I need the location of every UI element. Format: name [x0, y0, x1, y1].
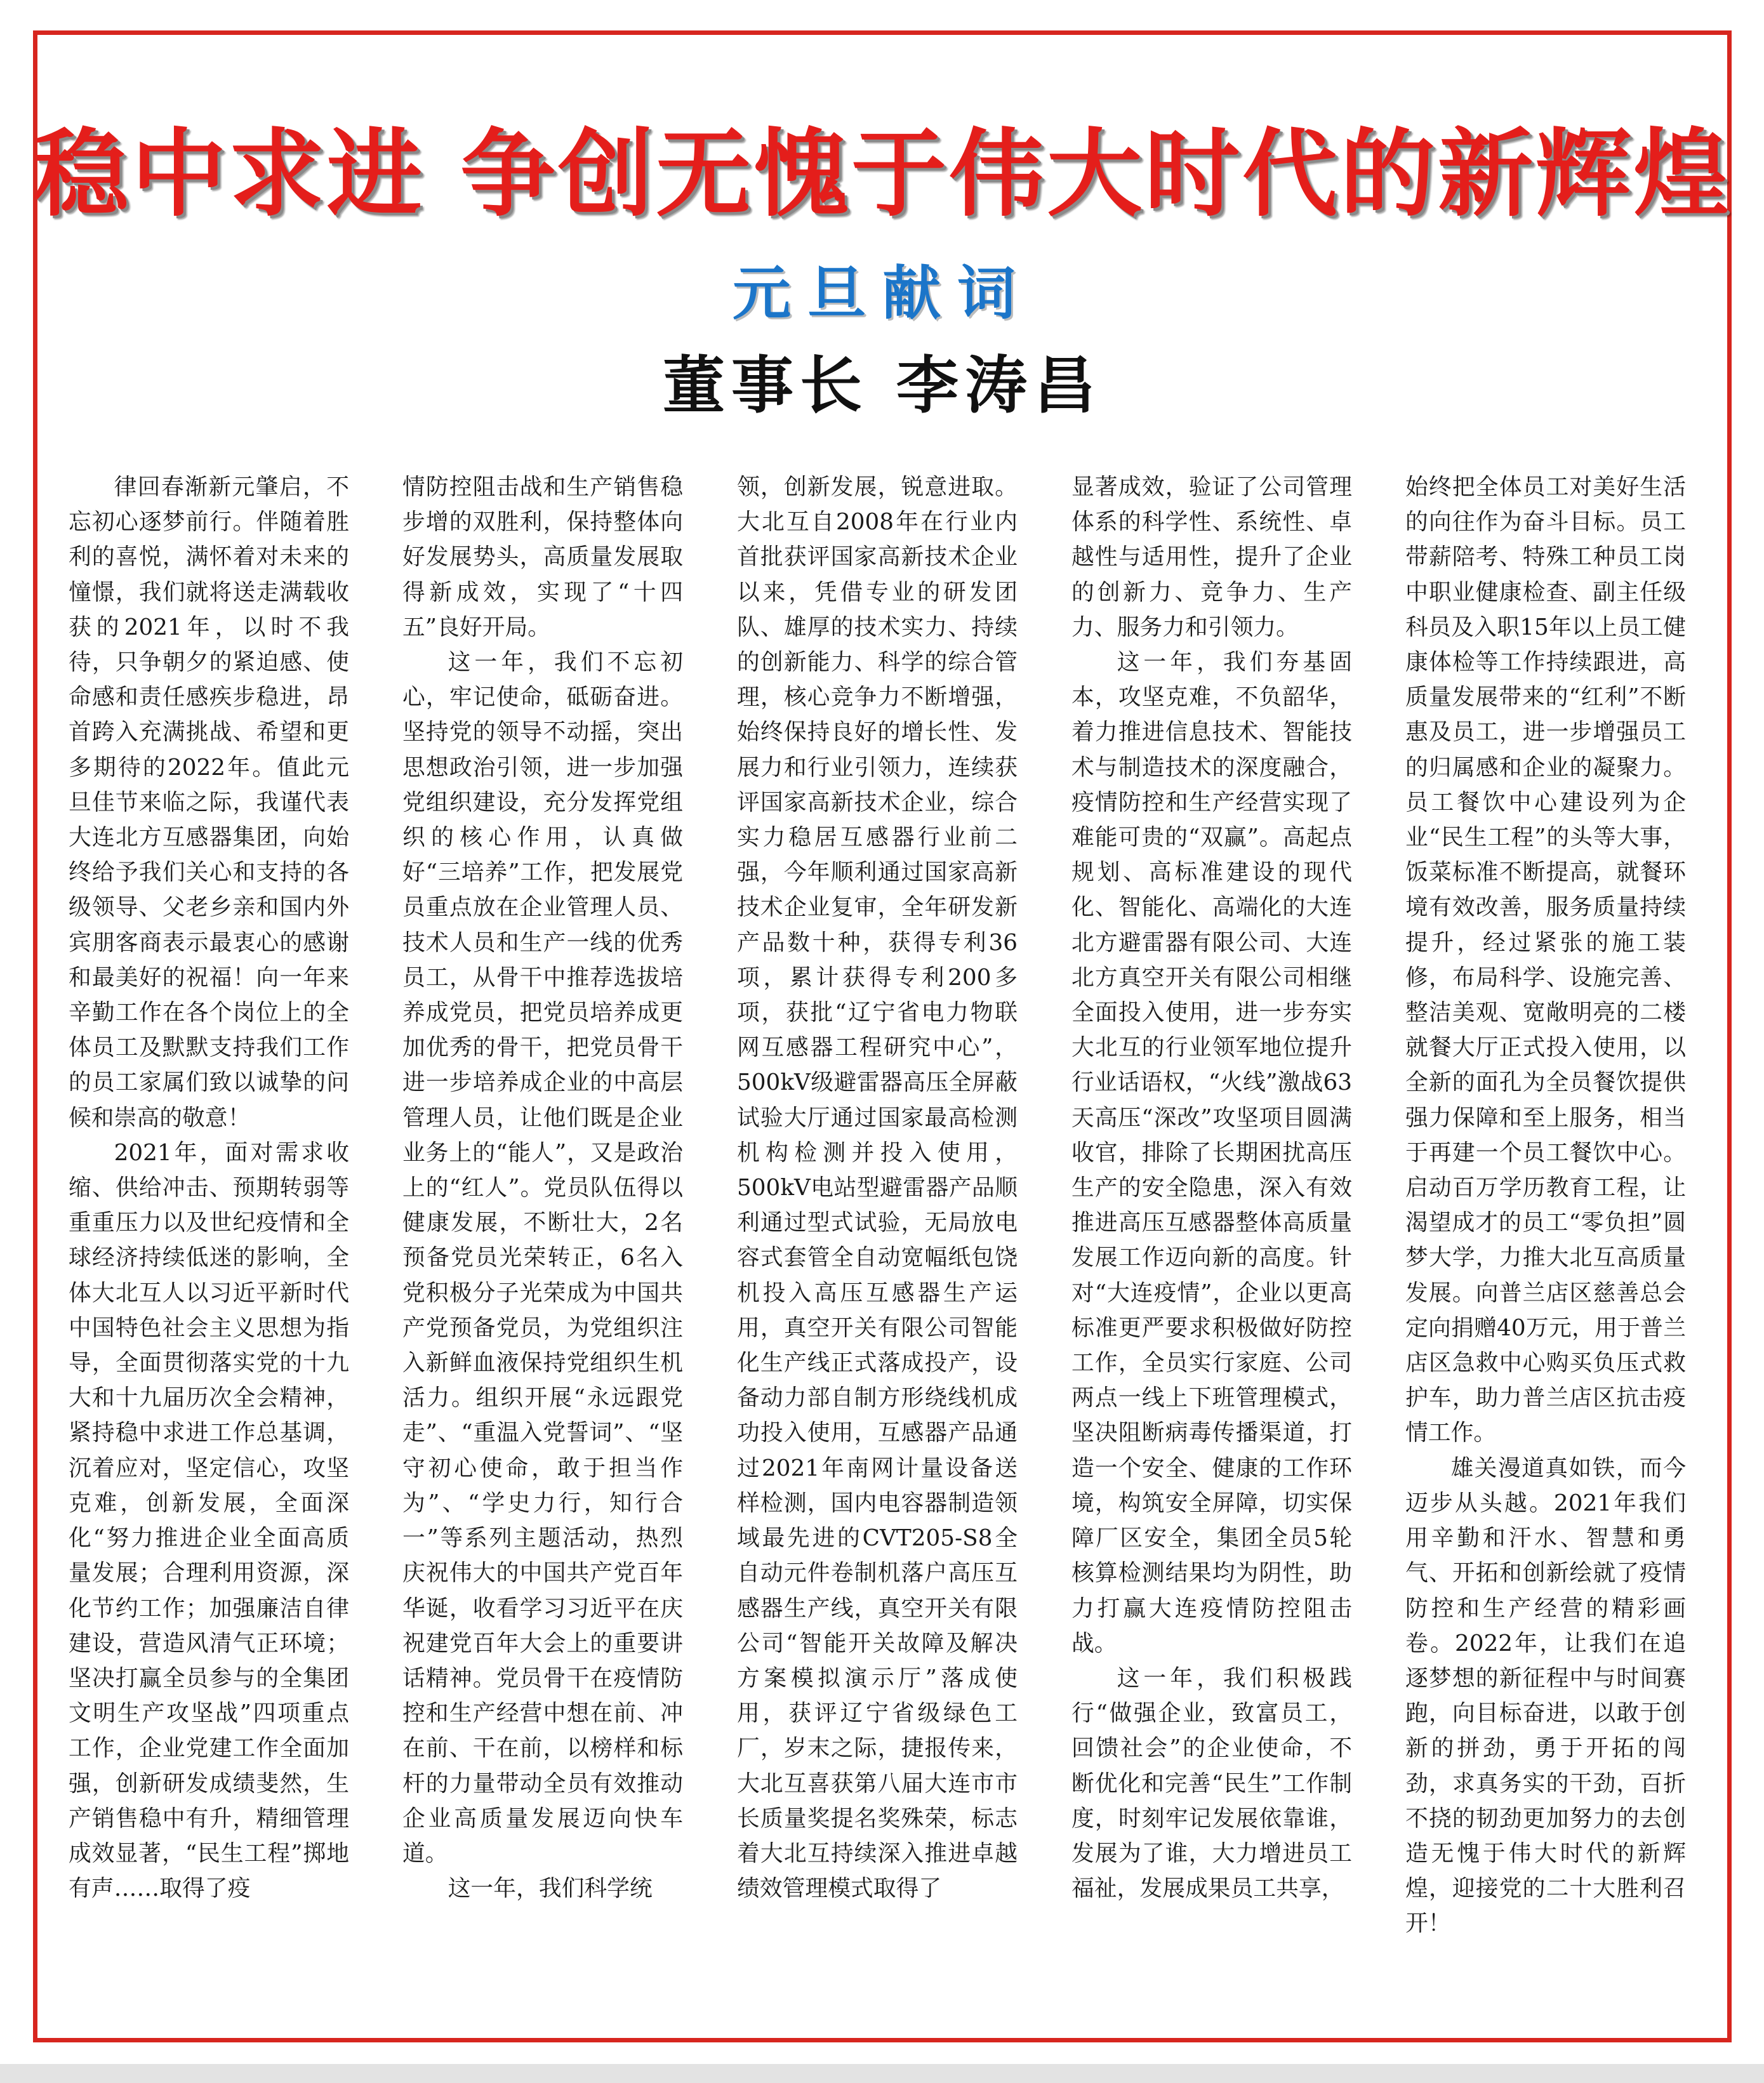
text-column-1	[69, 470, 349, 2018]
article-subtitle: 元旦献词	[732, 260, 1032, 327]
paragraph: 律回春渐新元肇启，不忘初心逐梦前行。伴随着胜利的喜悦，满怀着对未来的憧憬，我们就将送走满载收获的2021年，以时不我待，只争朝夕的紧迫感、使命感和责任感疾步稳进，昂首跨入充满挑战、希望和更多期待的2022年。值此元旦佳节来临之际，我谨代表大连北方互感器集团，向始终给予我们关心和支持的各级领导、父老乡亲和国内外宾朋客商表示最衷心的感谢和最美好的祝福！向一年来辛勤工作在各个岗位上的全体员工及默默支持我们工作的员工家属们致以诚挚的问候和崇高的敬意！	[69, 474, 349, 1131]
paragraph-continued: 显著成效，验证了公司管理体系的科学性、系统性、卓越性与适用性，提升了企业的创新力、竞争力、生产力、服务力和引领力。	[1071, 474, 1352, 640]
text-column-3	[737, 470, 1018, 2018]
text-column-4	[1071, 470, 1352, 2018]
article-headline: 稳中求进 争创无愧于伟大时代的新辉煌	[33, 119, 1732, 230]
paragraph-continued: 始终把全体员工对美好生活的向往作为奋斗目标。员工带薪陪考、特殊工种员工岗中职业健康检查、副主任级科员及入职15年以上员工健康体检等工作持续跟进，高质量发展带来的“红利”不断惠及员工，进一步增强员工的归属感和企业的凝聚力。员工餐饮中心建设列为企业“民生工程”的头等大事，饭菜标准不断提高，就餐环境有效改善，服务质量持续提升，经过紧张的施工装修，布局科学、设施完善、整洁美观、宽敞明亮的二楼就餐大厅正式投入使用，以全新的面孔为全员餐饮提供强力保障和至上服务，相当于再建一个员工餐饮中心。启动百万学历教育工程，让渴望成才的员工“零负担”圆梦大学，力推大北互高质量发展。向普兰店区慈善总会定向捐赠40万元，用于普兰店区急救中心购买负压式救护车，助力普兰店区抗击疫情工作。	[1405, 474, 1686, 1446]
paragraph-continued: 领，创新发展，锐意进取。大北互自2008年在行业内首批获评国家高新技术企业以来，凭借专业的研发团队、雄厚的技术实力、持续的创新能力、科学的综合管理，核心竞争力不断增强，始终保持良好的增长性、发展力和行业引领力，连续获评国家高新技术企业，综合实力稳居互感器行业前二强，今年顺利通过国家高新技术企业复审，全年研发新产品数十种，获得专利36项，累计获得专利200多项，获批“辽宁省电力物联网互感器工程研究中心”，500kV级避雷器高压全屏蔽试验大厅通过国家最高检测机构检测并投入使用，500kV电站型避雷器产品顺利通过型式试验，无局放电容式套管全自动宽幅纸包饶机投入高压互感器生产运用，真空开关有限公司智能化生产线正式落成投产，设备动力部自制方形绕线机成功投入使用，互感器产品通过2021年南网计量设备送样检测，国内电容器制造领域最先进的CVT205-S8全自动元件卷制机落户高压互感器生产线，真空开关有限公司“智能开关故障及解决方案模拟演示厅”落成使用，获评辽宁省级绿色工厂，岁末之际，捷报传来，大北互喜获第八届大连市市长质量奖提名奖殊荣，标志着大北互持续深入推进卓越绩效管理模式取得了	[737, 474, 1018, 1902]
paragraph: 雄关漫道真如铁，而今迈步从头越。2021年我们用辛勤和汗水、智慧和勇气、开拓和创新绘就了疫情防控和生产经营的精彩画卷。2022年，让我们在追逐梦想的新征程中与时间赛跑，向目标奋进，以敢于创新的拼劲，勇于开拓的闯劲，求真务实的干劲，百折不挠的韧劲更加努力的去创造无愧于伟大时代的新辉煌，迎接党的二十大胜利召开！	[1405, 1455, 1686, 1937]
paragraph: 这一年，我们科学统	[448, 1875, 653, 1902]
text-column-5	[1405, 470, 1686, 2018]
text-column-2	[402, 470, 683, 2018]
paragraph: 2021年，面对需求收缩、供给冲击、预期转弱等重重压力以及世纪疫情和全球经济持续低迷的影响，全体大北互人以习近平新时代中国特色社会主义思想为指导，全面贯彻落实党的十九大和十九届历次全会精神，紧持稳中求进工作总基调，沉着应对，坚定信心，攻坚克难，创新发展，全面深化“努力推进企业全面高质量发展；合理利用资源，深化节约工作；加强廉洁自律建设，营造风清气正环境；坚决打赢全员参与的全集团文明生产攻坚战”四项重点工作，企业党建工作全面加强，创新研发成绩斐然，生产销售稳中有升，精细管理成效显著，“民生工程”掷地有声……取得了疫	[69, 1139, 349, 1902]
paragraph: 这一年，我们夯基固本，攻坚克难，不负韶华，着力推进信息技术、智能技术与制造技术的深度融合，疫情防控和生产经营实现了难能可贵的“双赢”。高起点规划、高标准建设的现代化、智能化、高端化的大连北方避雷器有限公司、大连北方真空开关有限公司相继全面投入使用，进一步夯实大北互的行业领军地位提升行业话语权，“火线”激战63天高压“深改”攻坚项目圆满收官，排除了长期困扰高压生产的安全隐患，深入有效推进高压互感器整体高质量发展工作迈向新的高度。针对“大连疫情”，企业以更高标准更严要求积极做好防控工作，全员实行家庭、公司两点一线上下班管理模式，坚决阻断病毒传播渠道，打造一个安全、健康的工作环境，构筑安全屏障，切实保障厂区安全，集团全员5轮核算检测结果均为阴性，助力打赢大连疫情防控阻击战。	[1071, 649, 1352, 1656]
paragraph: 这一年，我们不忘初心，牢记使命，砥砺奋进。坚持党的领导不动摇，突出思想政治引领，进一步加强党组织建设，充分发挥党组织的核心作用，认真做好“三培养”工作，把发展党员重点放在企业管理人员、技术人员和生产一线的优秀员工，从骨干中推荐选拔培养成党员，把党员培养成更加优秀的骨干，把党员骨干进一步培养成企业的中高层管理人员，让他们既是企业业务上的“能人”，又是政治上的“红人”。党员队伍得以健康发展，不断壮大，2名预备党员光荣转正，6名入党积极分子光荣成为中国共产党预备党员，为党组织注入新鲜血液保持党组织生机活力。组织开展“永远跟党走”、“重温入党誓词”、“坚守初心使命，敢于担当作为”、“学史力行，知行合一”等系列主题活动，热烈庆祝伟大的中国共产党百年华诞，收看学习习近平在庆祝建党百年大会上的重要讲话精神。党员骨干在疫情防控和生产经营中想在前、冲在前、干在前，以榜样和标杆的力量带动全员有效推动企业高质量发展迈向快车道。	[402, 649, 683, 1867]
paragraph-continued: 情防控阻击战和生产销售稳步增的双胜利，保持整体向好发展势头，高质量发展取得新成效，实现了“十四五”良好开局。	[402, 474, 683, 640]
article-byline: 董事长 李涛昌	[662, 350, 1103, 422]
paragraph: 这一年，我们积极践行“做强企业，致富员工，回馈社会”的企业使命，不断优化和完善“民生”工作制度，时刻牢记发展依靠谁，发展为了谁，大力增进员工福祉，发展成果员工共享，	[1071, 1665, 1352, 1902]
bottom-rule	[0, 2064, 1764, 2083]
